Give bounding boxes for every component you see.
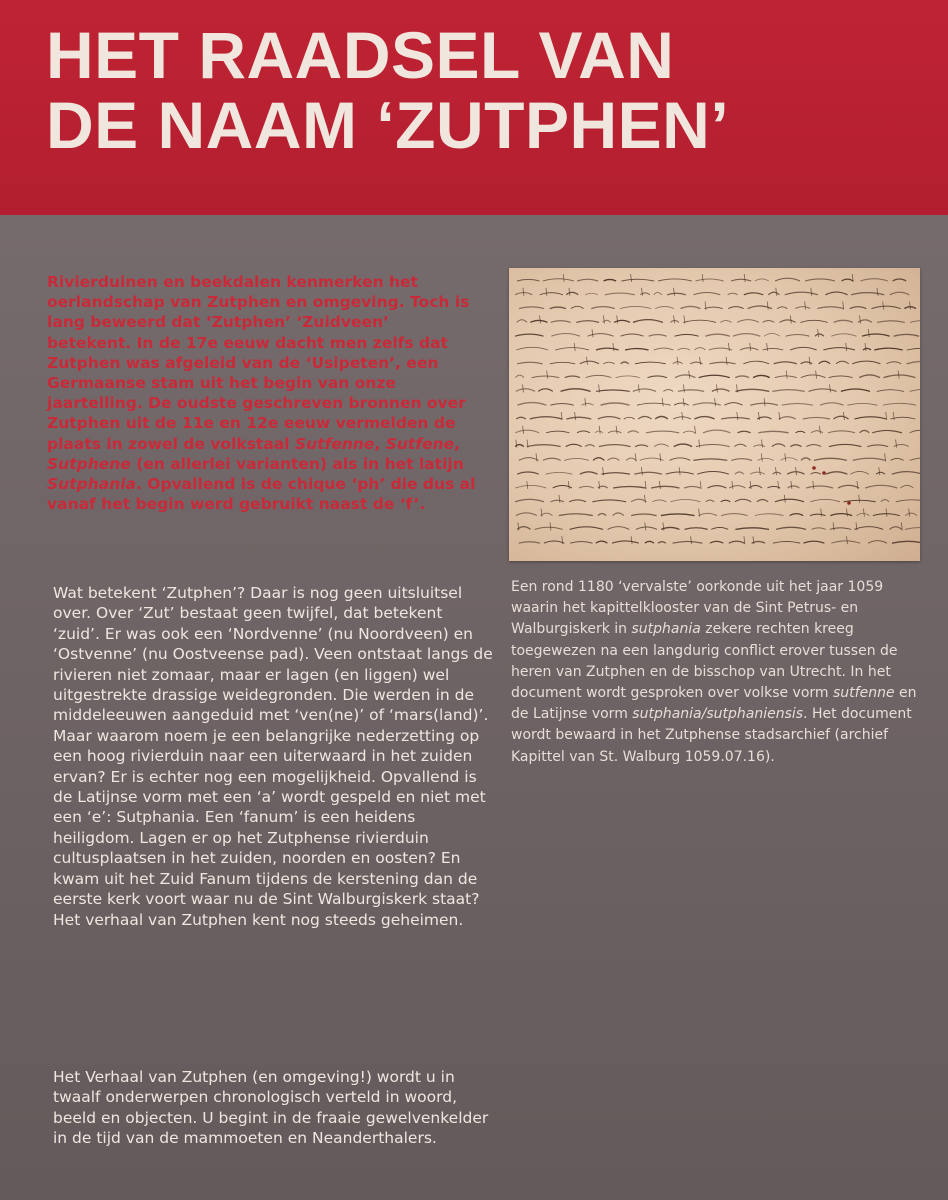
manuscript-line — [516, 371, 916, 379]
manuscript-line — [519, 536, 920, 544]
charter-manuscript-lines — [509, 268, 920, 561]
manuscript-line — [516, 509, 917, 517]
body-paragraph-2: Het Verhaal van Zutphen (en omgeving!) wordt u in twaalf onderwerpen chronologisch verteld in woord, beeld en objecten. U begint in de fraaie gewelvenkelder in de tijd van de mammoeten en Neanderthalers. — [53, 1068, 489, 1148]
page-title-line-1: HET RAADSEL VAN — [46, 18, 675, 92]
manuscript-line — [517, 398, 916, 406]
manuscript-line — [515, 440, 909, 448]
manuscript-line — [515, 288, 909, 296]
intro-column — [47, 272, 477, 514]
manuscript-line — [515, 329, 919, 337]
manuscript-line — [519, 302, 916, 310]
parchment-charter-image — [509, 268, 920, 561]
manuscript-line — [517, 467, 920, 475]
seal-mark — [812, 466, 816, 470]
manuscript-line — [517, 522, 920, 530]
page-title — [46, 20, 729, 160]
manuscript-line — [515, 426, 920, 434]
image-caption: Een rond 1180 ‘vervalste’ oorkonde uit het jaar 1059 waarin het kapittelklooster van de Sint Petrus- en Walburgiskerk in sutphania zekere rechten kreeg toegewezen na een langdurig conflict erover tussen de heren van Zutphen en de bisschop van Utrecht. In het document wordt gesproken over volkse vorm sutfenne en de Latijnse vorm sutphania/sutphaniensis. Het document wordt bewaard in het Zutphense stadsarchief (archief Kapittel van St. Walburg 1059.07.16). — [511, 579, 917, 765]
manuscript-line — [517, 315, 920, 323]
manuscript-line — [519, 453, 920, 461]
title-banner — [0, 0, 948, 215]
manuscript-line — [516, 343, 920, 351]
manuscript-line — [516, 384, 920, 392]
manuscript-line — [515, 495, 920, 503]
manuscript-line — [516, 481, 914, 489]
page-title-line-2: DE NAAM ‘ZUTPHEN’ — [46, 88, 730, 162]
manuscript-line — [516, 412, 915, 420]
manuscript-line — [517, 357, 920, 365]
seal-mark — [822, 471, 826, 475]
seal-mark — [847, 501, 851, 505]
body-paragraph-1: Wat betekent ‘Zutphen’? Daar is nog geen uitsluitsel over. Over ‘Zut’ bestaat geen twijfel, dat betekent ‘zuid’. Er was ook een ‘Nordvenne’ (nu Noordveen) en ‘Ostvenne’ (nu Oostveense pad). Veen ontstaat langs de rivieren niet zomaar, maar er lagen (en liggen) wel uitgestrekte drassige weidegronden. Die werden in de middeleeuwen aangeduid met ‘ven(ne)’ of ‘mars(land)’. Maar waarom noem je een belangrijke nederzetting op een hoog rivierduin naar een uiterwaard in het zuiden ervan? Er is echter nog een mogelijkheid. Opvallend is de Latijnse vorm met een ‘a’ wordt gespeld en niet met een ‘e’: Sutphania. Een ‘fanum’ is een heidens heiligdom. Lagen er op het Zutphense rivierduin cultusplaatsen in het zuiden, noorden en oosten? En kwam uit het Zuid Fanum tijdens de kerstening dan de eerste kerk voort waar nu de Sint Walburgiskerk staat? Het verhaal van Zutphen kent nog steeds geheimen. — [53, 584, 493, 929]
intro-paragraph: Rivierduinen en beekdalen kenmerken het oerlandschap van Zutphen en omgeving. Toch is lang beweerd dat ‘Zutphen’ ‘Zuidveen’ betekent. In de 17e eeuw dacht men zelfs dat Zutphen was afgeleid van de ‘Usipeten’, een Germaanse stam uit het begin van onze jaartelling. De oudste geschreven bronnen over Zutphen uit de 11e en 12e eeuw vermelden de plaats in zowel de volkstaal Sutfenne, Sutfene, Sutphene (en allerlei varianten) als in het latijn Sutphania. Opvallend is de chique ‘ph’ die dus al vanaf het begin werd gebruikt naast de ‘f’. — [47, 273, 476, 514]
manuscript-line — [517, 274, 906, 282]
